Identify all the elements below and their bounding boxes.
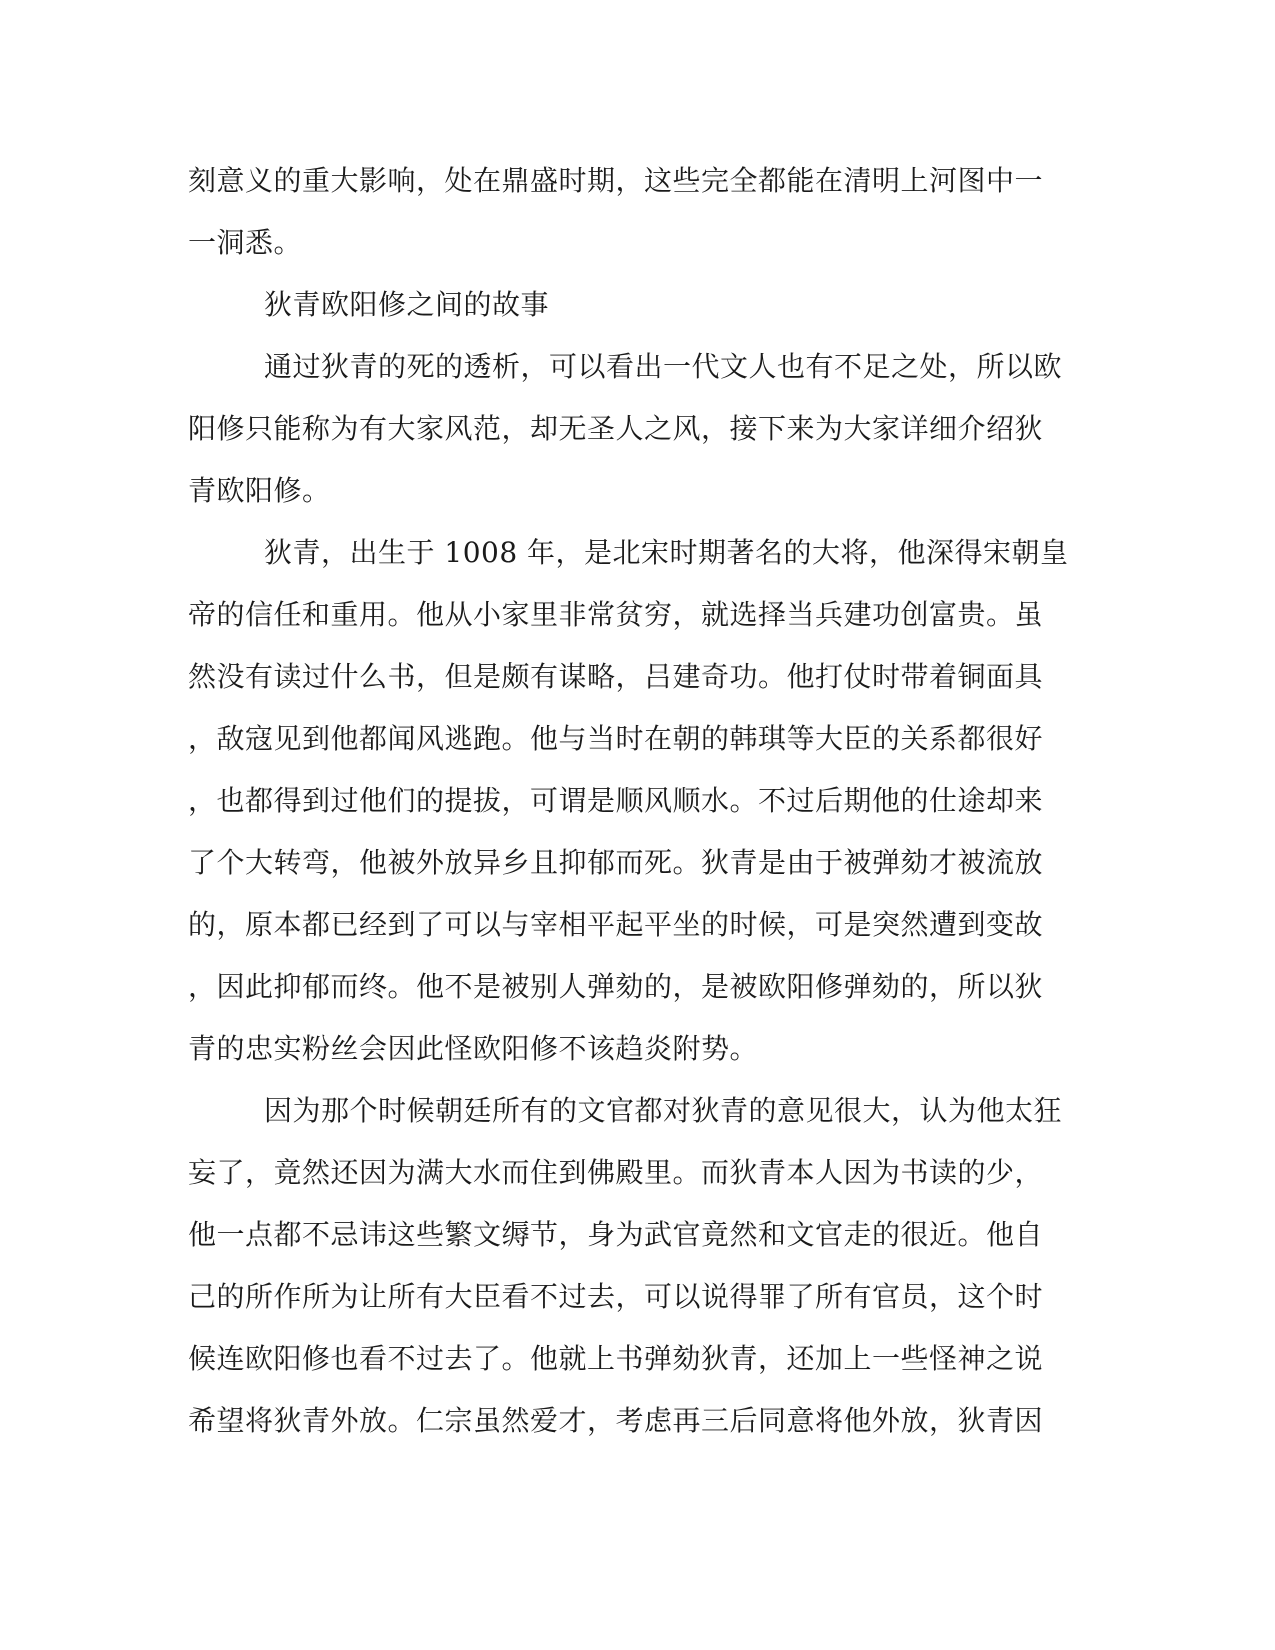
text-line: 的，原本都已经到了可以与宰相平起平坐的时候，可是突然遭到变故	[188, 908, 1044, 941]
text-line: 己的所作所为让所有大臣看不过去，可以说得罪了所有官员，这个时	[188, 1280, 1044, 1313]
text-line: 希望将狄青外放。仁宗虽然爱才，考虑再三后同意将他外放，狄青因	[188, 1404, 1044, 1437]
text-line: 一洞悉。	[188, 226, 303, 259]
text-line: 了个大转弯，他被外放异乡且抑郁而死。狄青是由于被弹劾才被流放	[188, 846, 1044, 879]
text-line: ，因此抑郁而终。他不是被别人弹劾的，是被欧阳修弹劾的，所以狄	[188, 970, 1044, 1003]
text-line: ，也都得到过他们的提拔，可谓是顺风顺水。不过后期他的仕途却来	[188, 784, 1044, 817]
paragraph-first-line: 通过狄青的死的透析，可以看出一代文人也有不足之处，所以欧	[264, 350, 1063, 383]
text-line: 然没有读过什么书，但是颇有谋略，吕建奇功。他打仗时带着铜面具	[188, 660, 1044, 693]
text-line: 他一点都不忌讳这些繁文缛节，身为武官竟然和文官走的很近。他自	[188, 1218, 1044, 1251]
text-line: 青欧阳修。	[188, 474, 331, 507]
text-line: 帝的信任和重用。他从小家里非常贫穷，就选择当兵建功创富贵。虽	[188, 598, 1044, 631]
text-line: ，敌寇见到他都闻风逃跑。他与当时在朝的韩琪等大臣的关系都很好	[188, 722, 1044, 755]
text-line: 妄了，竟然还因为满大水而住到佛殿里。而狄青本人因为书读的少，	[188, 1156, 1044, 1189]
text-line: 青的忠实粉丝会因此怪欧阳修不该趋炎附势。	[188, 1032, 759, 1065]
text-line: 候连欧阳修也看不过去了。他就上书弹劾狄青，还加上一些怪神之说	[188, 1342, 1044, 1375]
paragraph-first-line: 狄青，出生于 1008 年，是北宋时期著名的大将，他深得宋朝皇	[264, 536, 1069, 569]
text-line: 刻意义的重大影响，处在鼎盛时期，这些完全都能在清明上河图中一	[188, 164, 1044, 197]
text-line: 阳修只能称为有大家风范，却无圣人之风，接下来为大家详细介绍狄	[188, 412, 1044, 445]
paragraph-first-line: 狄青欧阳修之间的故事	[264, 288, 550, 321]
paragraph-first-line: 因为那个时候朝廷所有的文官都对狄青的意见很大，认为他太狂	[264, 1094, 1063, 1127]
document-body	[188, 150, 1078, 1452]
